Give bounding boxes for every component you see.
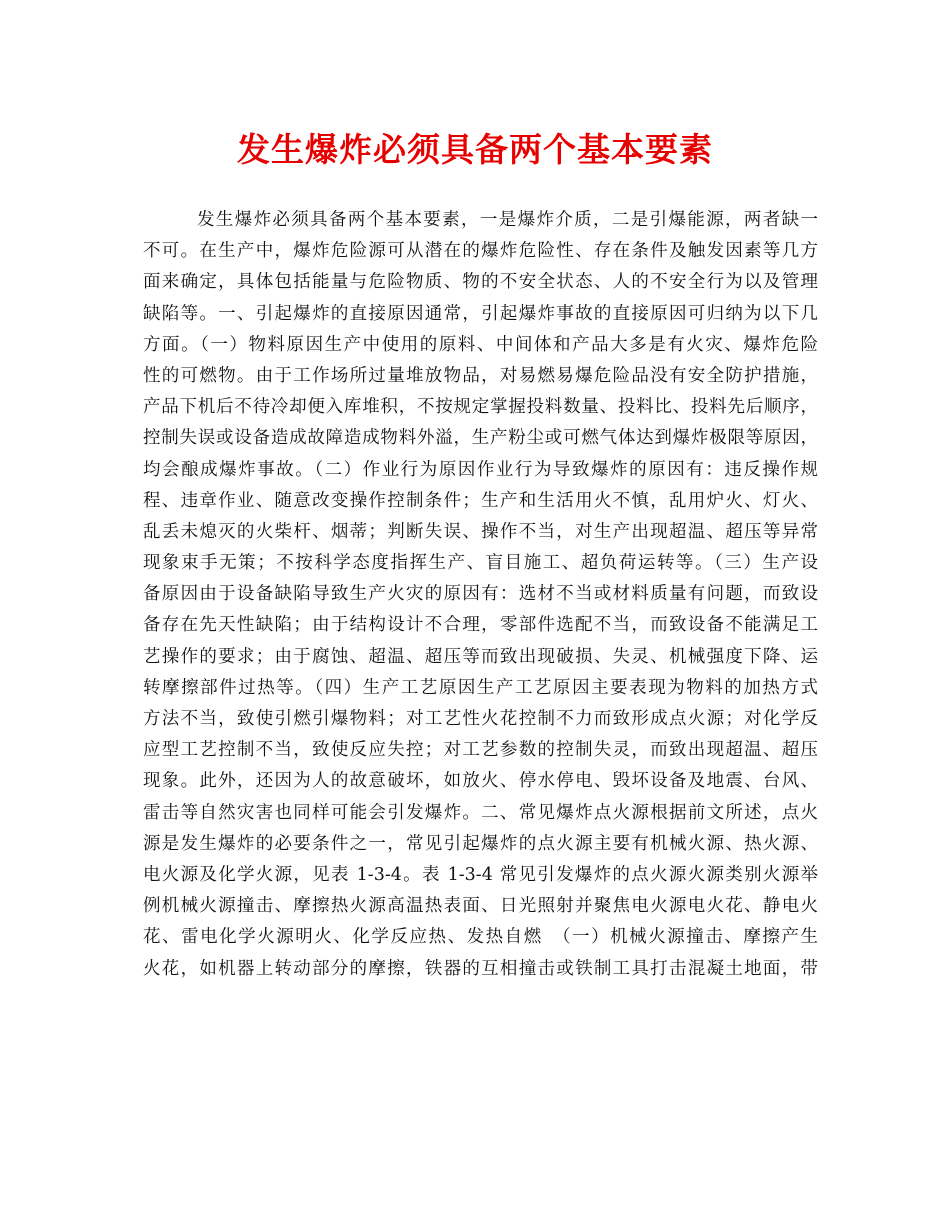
text-line: 应型工艺控制不当，致使反应失控；对工艺参数的控制失灵，而致出现超温、超压 [143, 740, 818, 761]
text-line: 电火源及化学火源，见表 1-3-4。表 1-3-4 常见引发爆炸的点火源火源类别火源举 [143, 864, 818, 885]
text-line: 面来确定，具体包括能量与危险物质、物的不安全状态、人的不安全行为以及管理 [143, 272, 818, 293]
text-line: 现象束手无策；不按科学态度指挥生产、盲目施工、超负荷运转等。（三）生产设 [143, 553, 818, 574]
text-line: 花、雷电化学火源明火、化学反应热、发热自燃 （一）机械火源撞击、摩擦产生 [143, 927, 818, 948]
text-line: 源是发生爆炸的必要条件之一，常见引起爆炸的点火源主要有机械火源、热火源、 [143, 833, 818, 854]
page-title: 发生爆炸必须具备两个基本要素 [237, 130, 713, 169]
text-line: 艺操作的要求；由于腐蚀、超温、超压等而致出现破损、失灵、机械强度下降、运 [143, 646, 818, 667]
text-line: 雷击等自然灾害也同样可能会引发爆炸。二、常见爆炸点火源根据前文所述，点火 [143, 802, 818, 823]
text-line: 性的可燃物。由于工作场所过量堆放物品，对易燃易爆危险品没有安全防护措施， [143, 365, 818, 386]
text-line: 产品下机后不待冷却便入库堆积，不按规定掌握投料数量、投料比、投料先后顺序， [143, 397, 818, 418]
text-line: 备存在先天性缺陷；由于结构设计不合理，零部件选配不当，而致设备不能满足工 [143, 615, 818, 636]
body-text [143, 205, 818, 985]
text-line: 缺陷等。一、引起爆炸的直接原因通常，引起爆炸事故的直接原因可归纳为以下几 [143, 303, 818, 324]
text-line: 备原因由于设备缺陷导致生产火灾的原因有：选材不当或材料质量有问题，而致设 [143, 584, 818, 605]
text-line: 不可。在生产中，爆炸危险源可从潜在的爆炸危险性、存在条件及触发因素等几方 [143, 241, 818, 262]
text-line: 转摩擦部件过热等。（四）生产工艺原因生产工艺原因主要表现为物料的加热方式 [143, 677, 818, 698]
text-line: 方法不当，致使引燃引爆物料；对工艺性火花控制不力而致形成点火源；对化学反 [143, 709, 818, 729]
text-line: 均会酿成爆炸事故。（二）作业行为原因作业行为导致爆炸的原因有：违反操作规 [143, 459, 818, 480]
text-line: 例机械火源撞击、摩擦热火源高温热表面、日光照射并聚焦电火源电火花、静电火 [143, 896, 818, 917]
text-line: 方面。（一）物料原因生产中使用的原料、中间体和产品大多是有火灾、爆炸危险 [143, 334, 818, 355]
text-line: 现象。此外，还因为人的故意破坏，如放火、停水停电、毁坏设备及地震、台风、 [143, 771, 818, 792]
text-line: 火花，如机器上转动部分的摩擦，铁器的互相撞击或铁制工具打击混凝土地面，带 [143, 958, 818, 979]
text-line: 程、违章作业、随意改变操作控制条件；生产和生活用火不慎，乱用炉火、灯火、 [143, 490, 818, 511]
text-line: 发生爆炸必须具备两个基本要素，一是爆炸介质，二是引爆能源，两者缺一 [197, 210, 818, 230]
text-line: 控制失误或设备造成故障造成物料外溢，生产粉尘或可燃气体达到爆炸极限等原因， [143, 428, 818, 449]
text-line: 乱丢未熄灭的火柴杆、烟蒂；判断失误、操作不当，对生产出现超温、超压等异常 [143, 521, 818, 542]
